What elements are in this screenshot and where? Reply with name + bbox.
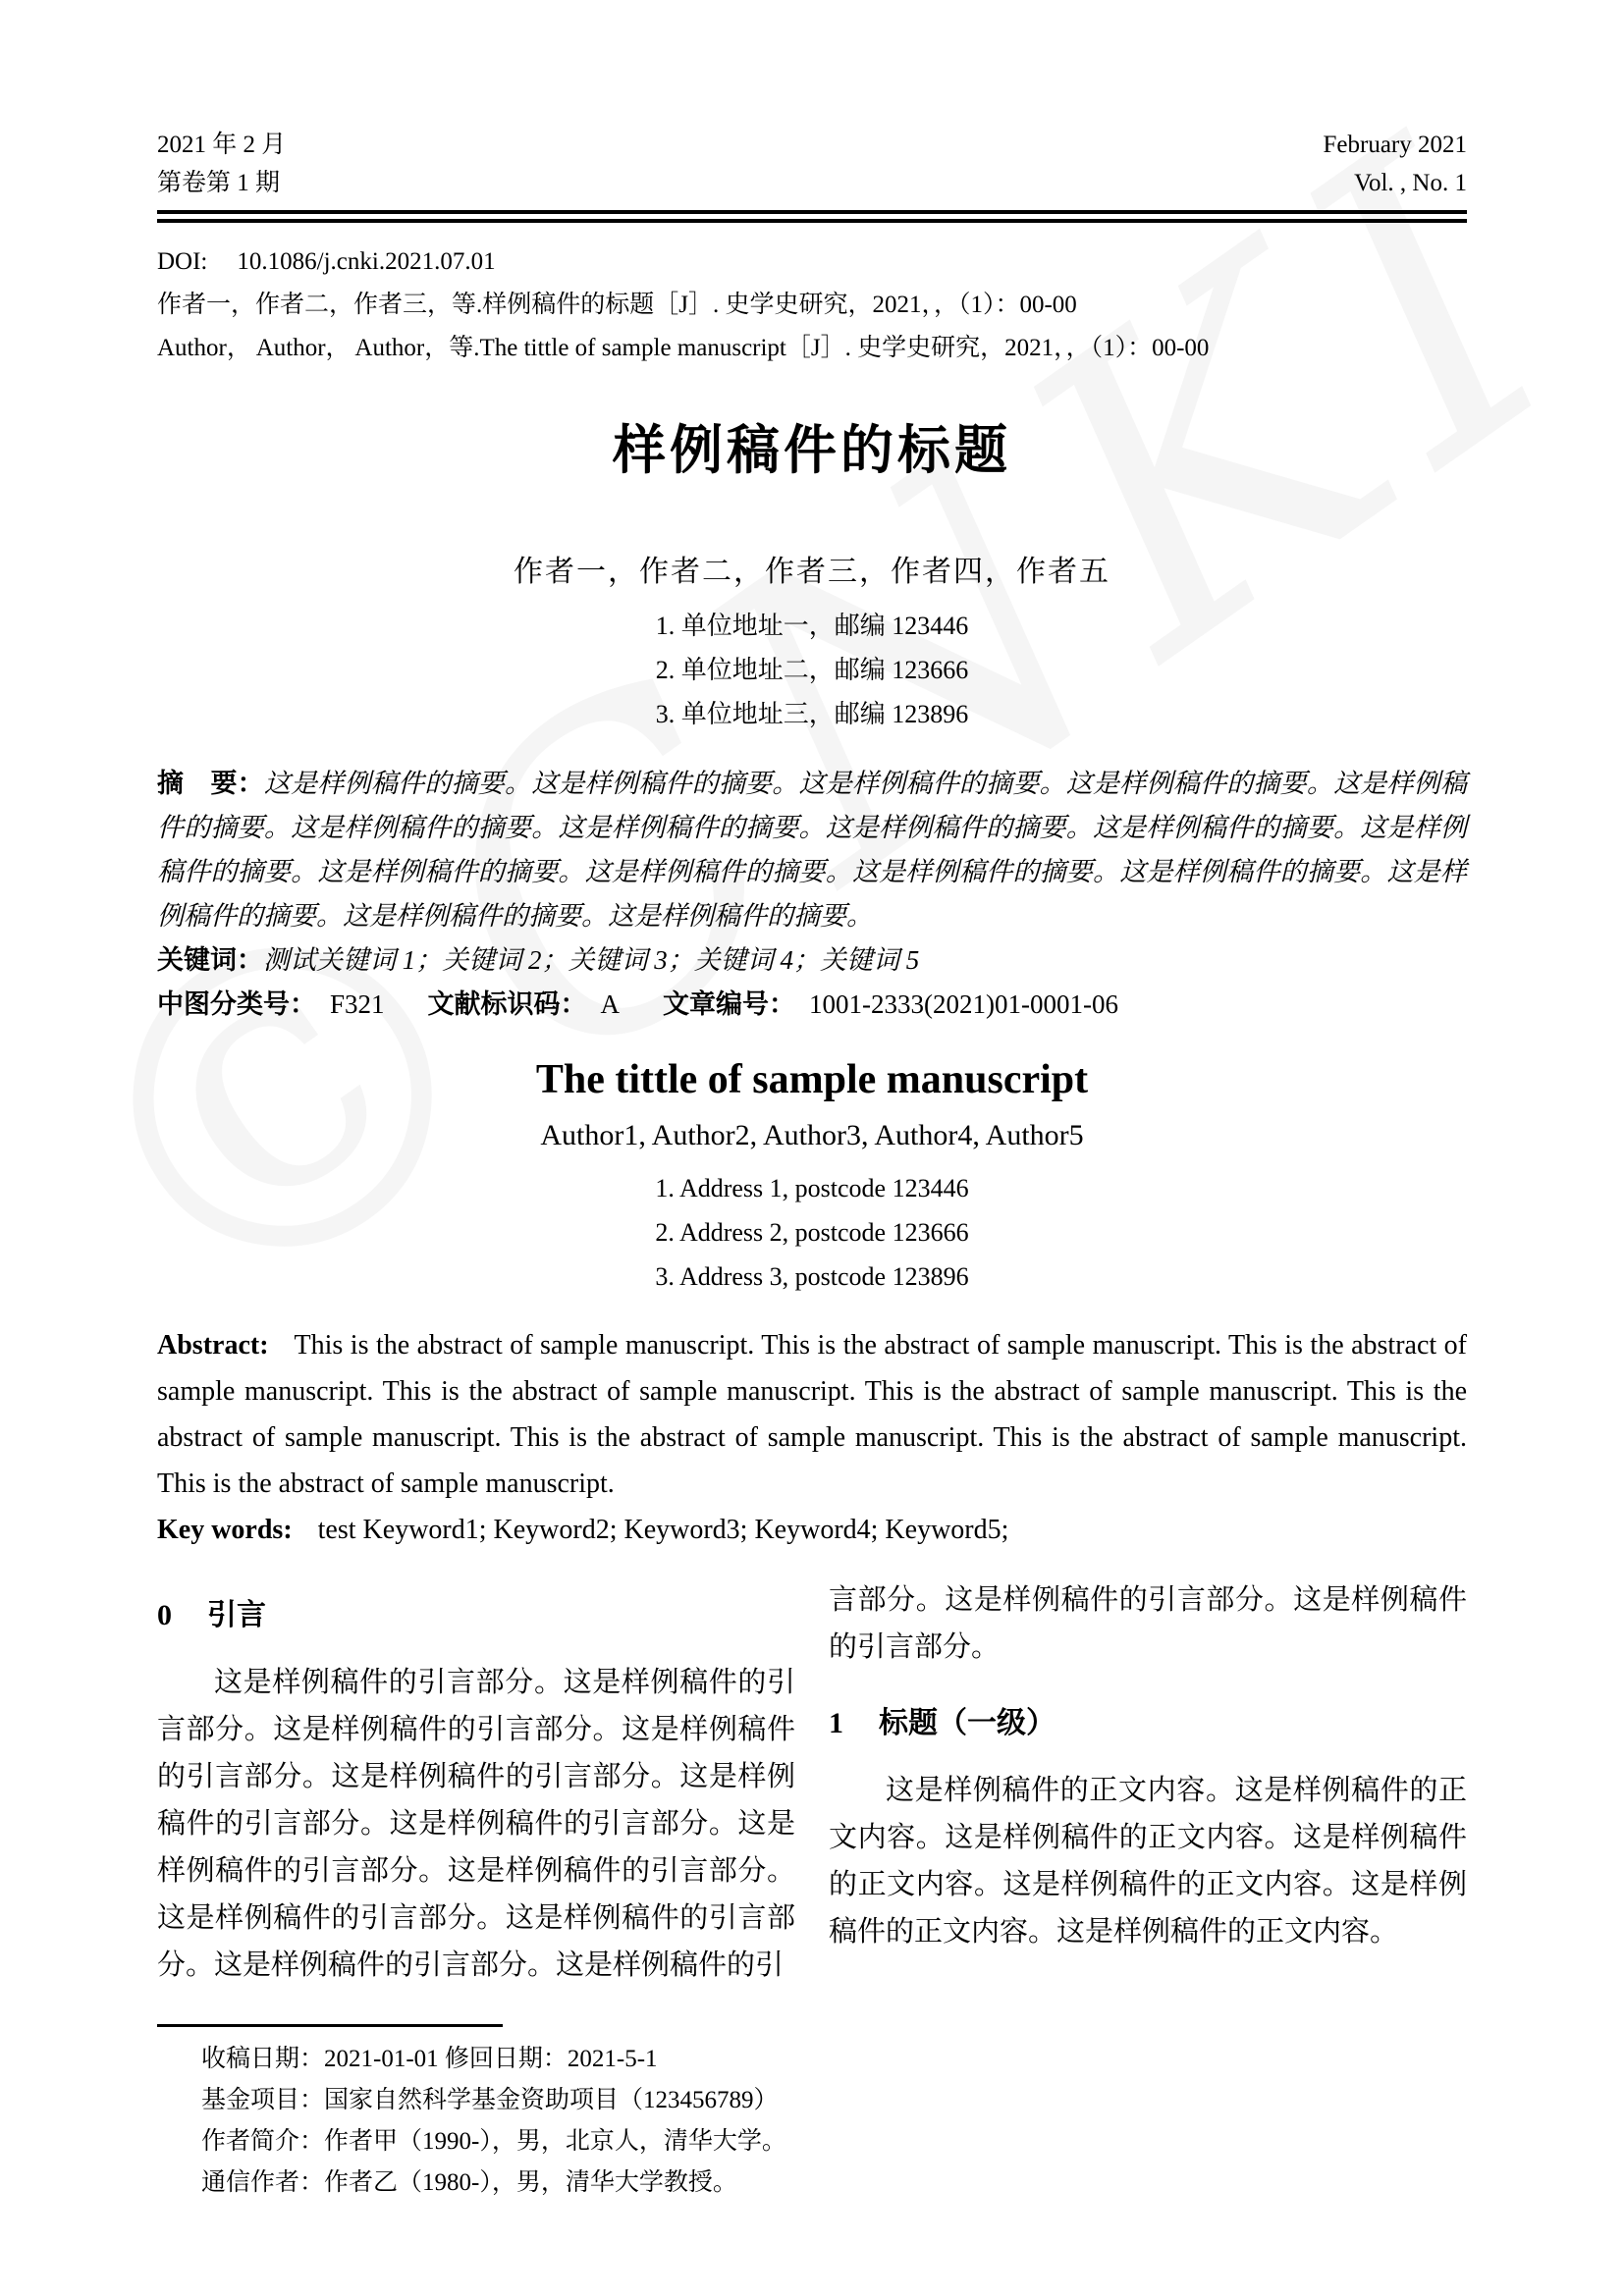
doi-value: 10.1086/j.cnki.2021.07.01 — [237, 248, 496, 275]
section-1-heading — [829, 1698, 1467, 1741]
doi-line — [157, 246, 1467, 277]
footnote-divider-rule — [157, 2024, 503, 2027]
citation-line-cn: 作者一，作者二，作者三，等.样例稿件的标题［J］. 史学史研究，2021，，（1）：00-00 — [157, 292, 1077, 318]
affiliation-en-1: 1. Address 1, postcode 123446 — [655, 1174, 969, 1202]
footnote-author-bio: 作者简介：作者甲（1990-），男，北京人，清华大学。 — [201, 2128, 786, 2155]
article-no-value: 1001-2333(2021)01-0001-06 — [809, 989, 1118, 1019]
section-0-title: 引言 — [207, 1599, 266, 1631]
journal-header-right — [1324, 126, 1468, 202]
article-no-label: 文章编号： — [663, 989, 796, 1019]
doc-code-label: 文献标识码： — [427, 989, 587, 1019]
section-1-title: 标题（一级） — [879, 1707, 1056, 1739]
footnote-corresponding-author: 通信作者：作者乙（1980-），男，清华大学教授。 — [201, 2169, 737, 2196]
article-title-cn: 样例稿件的标题 — [613, 421, 1011, 480]
footnote-received-date: 收稿日期：2021-01-01 修回日期：2021-5-1 — [201, 2046, 658, 2072]
abstract-label-cn: 摘 要： — [157, 769, 264, 798]
keywords-line-cn — [157, 938, 1467, 983]
keywords-label-en: Key words: — [157, 1515, 293, 1545]
footnote-fund-project: 基金项目：国家自然科学基金资助项目（123456789） — [201, 2087, 779, 2113]
abstract-text-en: This is the abstract of sample manuscript. This is the abstract of sample manuscript. This is the abstract of sample manuscript. This is the abstract of sample manuscript. This is the abstract of sample manuscript. This is the abstract of sample manuscript. This is the abstract of sample manuscript. This is the abstract of sample manuscript. This is the abstract of sample manuscript. — [157, 1330, 1467, 1499]
article-title-en: The tittle of sample manuscript — [535, 1057, 1089, 1102]
affiliations-en — [157, 1166, 1467, 1299]
header-divider-rule — [157, 210, 1467, 223]
authors-line-cn: 作者一，作者二，作者三，作者四，作者五 — [514, 556, 1110, 588]
section-0-paragraph-left: 这是样例稿件的引言部分。这是样例稿件的引言部分。这是样例稿件的引言部分。这是样例稿件的引言部分。这是样例稿件的引言部分。这是样例稿件的引言部分。这是样例稿件的引言部分。这是样例稿件的引言部分。这是样例稿件的引言部分。这是样例稿件的引言部分。这是样例稿件的引言部分。这是样例稿件的引言部分。这是样例稿件的引 — [157, 1667, 795, 1981]
left-column — [157, 1571, 795, 1989]
section-0-heading — [157, 1590, 795, 1633]
affiliation-cn-1: 1. 单位地址一，邮编 123446 — [655, 612, 969, 640]
section-1-paragraph: 这是样例稿件的正文内容。这是样例稿件的正文内容。这是样例稿件的正文内容。这是样例稿件的正文内容。这是样例稿件的正文内容。这是样例稿件的正文内容。这是样例稿件的正文内容。 — [829, 1775, 1467, 1948]
page-content — [157, 0, 1467, 2258]
journal-header — [157, 126, 1467, 202]
affiliation-cn-3: 3. 单位地址三，邮编 123896 — [655, 700, 969, 728]
affiliation-en-3: 3. Address 3, postcode 123896 — [655, 1262, 969, 1291]
right-column — [829, 1571, 1467, 1955]
abstract-en — [157, 1322, 1467, 1507]
keywords-line-en — [157, 1507, 1467, 1553]
clc-value: F321 — [330, 989, 385, 1019]
authors-line-en: Author1, Author2, Author3, Author4, Author5 — [540, 1119, 1084, 1151]
keywords-text-en: test Keyword1; Keyword2; Keyword3; Keyword4; Keyword5; — [317, 1515, 1009, 1545]
citation-line-en: Author， Author， Author，等.The tittle of sample manuscript［J］. 史学史研究，2021，，（1）：00-00 — [157, 335, 1210, 361]
keywords-label-cn: 关键词： — [157, 945, 263, 975]
affiliation-cn-2: 2. 单位地址二，邮编 123666 — [655, 656, 969, 684]
keywords-text-cn: 测试关键词 1；关键词 2；关键词 3；关键词 4；关键词 5 — [263, 945, 920, 975]
journal-issue-en: Vol. , No. 1 — [1354, 170, 1467, 196]
section-1-number: 1 — [829, 1707, 843, 1739]
journal-header-left — [157, 126, 286, 202]
section-0-number: 0 — [157, 1599, 172, 1631]
affiliation-en-2: 2. Address 2, postcode 123666 — [655, 1218, 969, 1247]
journal-date-cn: 2021 年 2 月 — [157, 132, 287, 158]
citation-block — [157, 246, 1467, 363]
clc-label: 中图分类号： — [157, 989, 316, 1019]
section-0-paragraph-continued: 言部分。这是样例稿件的引言部分。这是样例稿件的引言部分。 — [829, 1584, 1467, 1663]
footnote-block — [157, 2024, 844, 2204]
journal-date-en: February 2021 — [1323, 132, 1467, 158]
doc-code-value: A — [600, 989, 621, 1019]
clc-line — [157, 983, 1467, 1027]
journal-issue-cn: 第卷第 1 期 — [157, 170, 281, 196]
abstract-cn — [157, 762, 1467, 938]
abstract-text-cn: 这是样例稿件的摘要。这是样例稿件的摘要。这是样例稿件的摘要。这是样例稿件的摘要。这是样例稿件的摘要。这是样例稿件的摘要。这是样例稿件的摘要。这是样例稿件的摘要。这是样例稿件的摘要。这是样例稿件的摘要。这是样例稿件的摘要。这是样例稿件的摘要。这是样例稿件的摘要。这是样例稿件的摘要。这是样例稿件的摘要。这是样例稿件的摘要。这是样例稿件的摘要。 — [157, 769, 1468, 931]
doi-label: DOI: — [157, 248, 208, 275]
affiliations-cn — [157, 604, 1467, 736]
abstract-label-en: Abstract: — [157, 1330, 269, 1361]
